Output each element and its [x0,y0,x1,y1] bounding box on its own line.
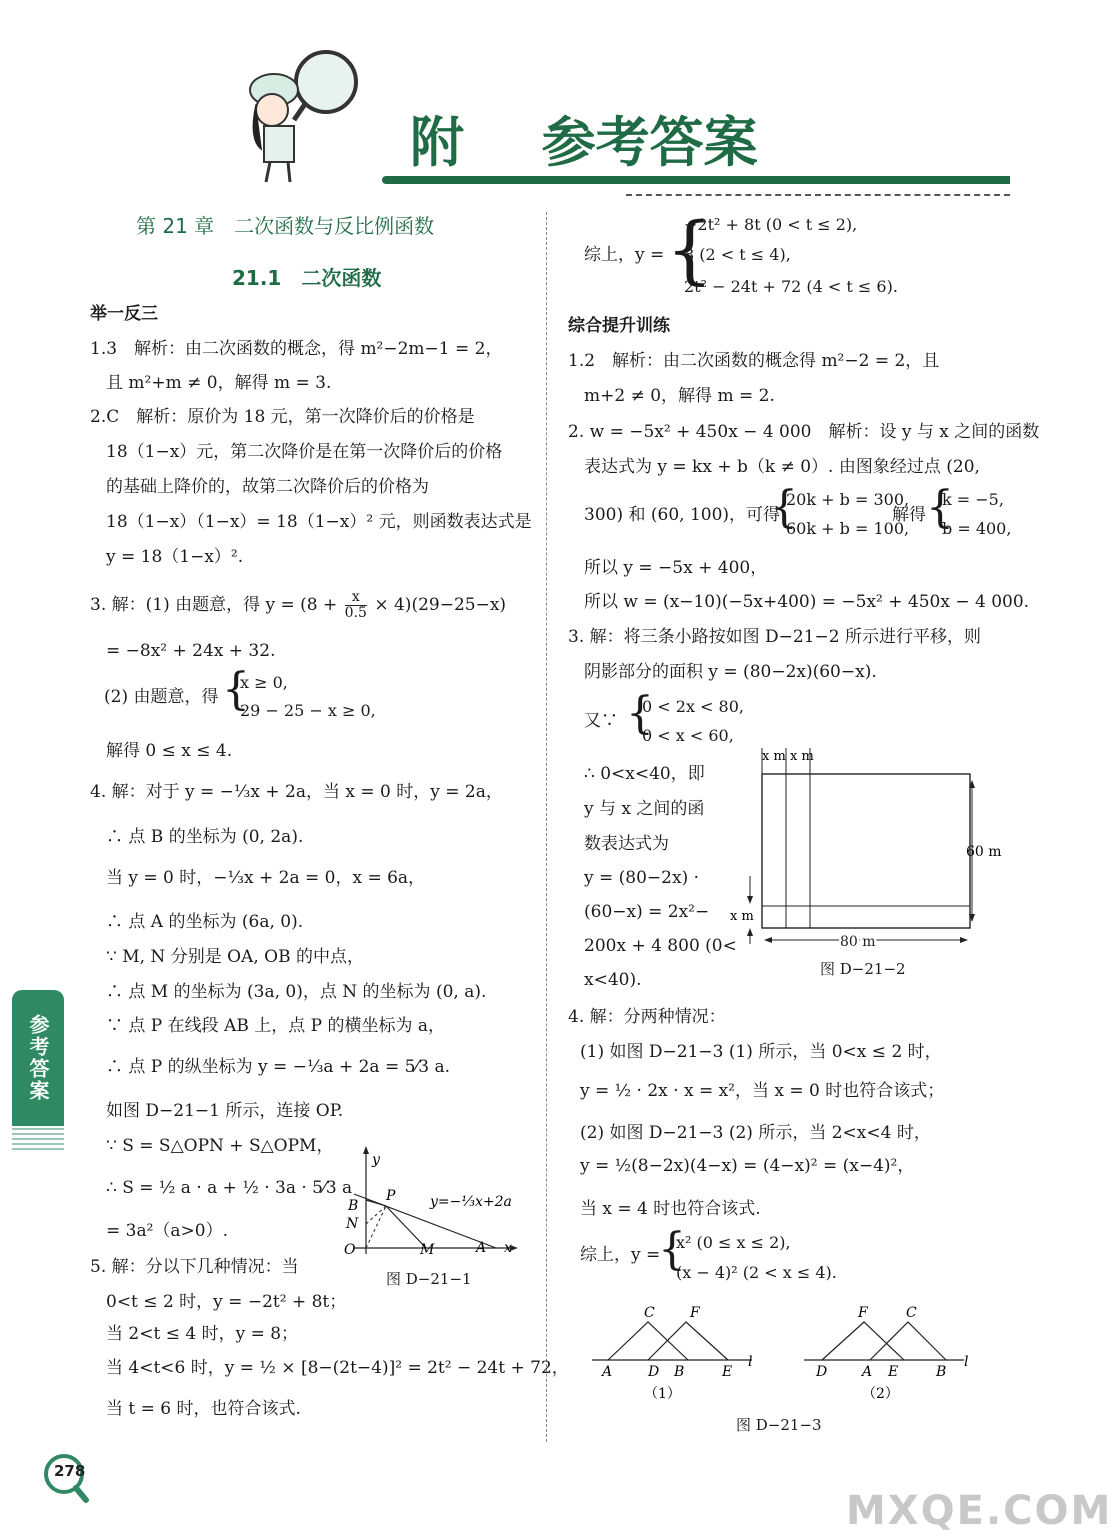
q4-line-9: 如图 D−21−1 所示，连接 OP. [106,1101,344,1121]
header-title-right: 参考答案 [541,111,758,174]
figure-d21-2 [728,744,1008,956]
r4-line-2: (1) 如图 D−21−3 (1) 所示，当 0<x ≤ 2 时， [580,1042,942,1062]
chapter-title: 第 21 章 二次函数与反比例函数 [136,214,435,238]
r2-sysA-2: 60k + b = 100, [786,519,910,538]
q5-line-3: 当 2<t ≤ 4 时，y = 8； [106,1324,299,1344]
q3-line-3: (2) 由题意，得 [104,687,219,707]
q5-line-1: 5. 解：分以下几种情况：当 [90,1257,299,1277]
q3-frac-den: 0.5 [344,605,367,621]
section-title: 21.1 二次函数 [232,266,382,290]
zonghe-heading: 综合提升训练 [568,316,670,336]
q1-line-1: 1.3 解析：由二次函数的概念，得 m²−2m−1 = 2， [90,339,503,359]
r2-sysB-2: b = 400, [942,519,1012,538]
q3-brace: { [222,664,250,715]
q4-line-1: 4. 解：对于 y = −⅓x + 2a，当 x = 0 时，y = 2a， [90,782,503,802]
q5-line-4: 当 4<t<6 时，y = ½ × [8−(2t−4)]² = 2t² − 24t + 72， [106,1358,569,1378]
r3-sys-2: 0 < x < 60, [642,726,734,745]
q3-line-1a: 3. 解：(1) 由题意，得 y = (8 + [90,595,338,615]
header-title [410,100,758,174]
r4-prefix: 综上，y = [580,1245,661,1265]
fig3-1-b: B [674,1364,685,1380]
r2-line-4: 所以 y = −5x + 400， [584,558,768,578]
page-number: 278 [54,1462,86,1480]
r3-text-3: 数表达式为 [584,834,669,854]
q3-line-1 [90,590,506,621]
q2-line-2: 18（1−x）元，第二次降价是在第一次降价后的价格 [106,442,503,462]
fig3-2-c: C [906,1305,917,1321]
fig2-top-label-1: x m [762,749,786,764]
r2-sysB-1: k = −5, [942,490,1004,509]
r4-brace: { [658,1224,686,1275]
q3-line-2: = −8x² + 24x + 32. [106,641,276,661]
r3-text-1: ∴ 0<x<40，即 [584,764,705,784]
fig2-bottom-label: 80 m [840,934,876,950]
header-dashed-rule [626,194,1010,196]
q3-frac-num: x [345,590,367,606]
side-tab [12,990,64,1126]
fig1-label-x: x [504,1240,512,1256]
r3-sys-1: 0 < 2x < 80, [642,697,744,716]
r3-text-2: y 与 x 之间的函 [584,799,705,819]
q2-line-5: y = 18（1−x）². [106,547,244,567]
summary-sys-1: −2t² + 8t (0 < t ≤ 2), [684,215,858,234]
fig1-label-b: B [348,1198,359,1214]
summary-prefix: 综上，y = [584,245,665,265]
q4-line-11: ∴ S = ½ a · a + ½ · 3a · 5⁄3 a [106,1178,353,1198]
q2-line-3: 的基础上降价的，故第二次降价后的价格为 [106,477,429,497]
q4-line-5: ∵ M, N 分别是 OA, OB 的中点， [106,947,364,967]
q2-line-1: 2.C 解析：原价为 18 元，第一次降价后的价格是 [90,407,475,427]
fig3-2-l: l [964,1354,969,1370]
fig3-1-d: D [648,1364,660,1380]
q2-line-4: 18（1−x）（1−x）= 18（1−x）² 元，则函数表达式是 [106,512,532,532]
watermark-text: MXQE.COM [846,1488,1112,1534]
r2-line-3b: 解得 [892,505,926,525]
fig1-label-y: y [372,1152,380,1168]
q3-line-4: 解得 0 ≤ x ≤ 4. [106,741,233,761]
r2-line-2: 表达式为 y = kx + b（k ≠ 0）. 由图象经过点 (20, [584,457,980,477]
r4-line-4: (2) 如图 D−21−3 (2) 所示，当 2<x<4 时， [580,1123,931,1143]
r3-text-7: x<40). [584,970,642,990]
fig3-2-b: B [936,1364,947,1380]
fig1-label-n: N [346,1216,359,1232]
r3-line-2: 阴影部分的面积 y = (80−2x)(60−x). [584,662,877,682]
q4-line-6: ∴ 点 M 的坐标为 (3a, 0)，点 N 的坐标为 (0, a). [106,982,487,1002]
fig3-2-f: F [858,1305,868,1321]
fig1-label-a: A [476,1240,487,1256]
q3-sys-2: 29 − 25 − x ≥ 0, [240,701,376,720]
r2-line-5: 所以 w = (x−10)(−5x+400) = −5x² + 450x − 4 000. [584,592,1030,612]
fig3-1-e: E [722,1364,733,1380]
r2-brace-a: { [770,482,798,533]
header-title-left: 附 [410,111,464,174]
fig1-label-o: O [344,1242,356,1258]
watermark [846,1488,1112,1534]
r2-sysA-1: 20k + b = 300, [786,490,910,509]
r4-sys-1: x² (0 ≤ x ≤ 2), [676,1233,791,1252]
q5-line-2: 0<t ≤ 2 时，y = −2t² + 8t； [106,1292,347,1312]
fig3-2-e: E [888,1364,899,1380]
summary-sys-2: 8 (2 < t ≤ 4), [684,245,791,264]
fig2-right-label: 60 m [966,844,1002,860]
header-mascot [238,40,358,188]
q4-line-10: ∵ S = S△OPN + S△OPM， [106,1136,334,1156]
juyi-heading: 举一反三 [90,304,158,324]
fig3-caption: 图 D−21−3 [736,1416,822,1434]
side-tab-label: 参考答案 [26,1014,50,1102]
fig1-label-m: M [420,1242,435,1258]
r2-line-1: 2. w = −5x² + 450x − 4 000 解析：设 y 与 x 之间的函数 [568,422,1040,442]
q1-line-2: 且 m²+m ≠ 0，解得 m = 3. [106,373,332,393]
r2-line-3a: 300) 和 (60, 100)，可得 [584,505,781,525]
header-rule [382,176,1010,184]
fig3-1-c: C [644,1305,655,1321]
r3-brace: { [626,688,654,739]
fig3-1-a: A [602,1364,613,1380]
r3-line-1: 3. 解：将三条小路按如图 D−21−2 所示进行平移，则 [568,627,981,647]
fig3-sub-1: （1） [644,1386,681,1402]
side-tab-stripes [12,1128,64,1152]
q5-line-5: 当 t = 6 时，也符合该式. [106,1399,301,1419]
fig2-caption: 图 D−21−2 [820,960,906,978]
fig3-2-d: D [816,1364,828,1380]
fig3-sub-2: （2） [862,1386,899,1402]
figure-d21-3 [586,1300,986,1410]
fig1-label-p: P [386,1188,396,1204]
r4-sys-2: (x − 4)² (2 < x ≤ 4). [676,1263,837,1282]
q3-sys-1: x ≥ 0, [240,673,288,692]
fig3-2-a: A [862,1364,873,1380]
q4-line-12: = 3a²（a>0）. [106,1221,229,1241]
q3-line-1b: × 4)(29−25−x) [374,595,507,615]
fig3-1-l: l [748,1354,753,1370]
r4-line-1: 4. 解：分两种情况： [568,1007,726,1027]
q4-line-3: 当 y = 0 时，−⅓x + 2a = 0，x = 6a， [106,868,426,888]
r2-brace-b: { [926,482,954,533]
r3-line-3a: 又∵ [584,711,618,731]
fig2-left-label: x m [730,909,754,924]
r4-line-6: 当 x = 4 时也符合该式. [580,1199,761,1219]
r1-line-1: 1.2 解析：由二次函数的概念得 m²−2 = 2，且 [568,351,940,371]
figure-d21-1 [334,1144,534,1268]
r3-text-4: y = (80−2x) · [584,868,700,888]
r4-line-3: y = ½ · 2x · x = x²，当 x = 0 时也符合该式； [580,1081,945,1101]
summary-brace: { [666,207,714,293]
mascot-icon [238,40,358,188]
q4-line-8: ∴ 点 P 的纵坐标为 y = −⅓a + 2a = 5⁄3 a. [106,1057,451,1077]
fig1-line-label: y=−⅓x+2a [430,1194,512,1210]
q4-line-2: ∴ 点 B 的坐标为 (0, 2a). [106,827,304,847]
r3-text-5: (60−x) = 2x²− [584,902,710,922]
r1-line-2: m+2 ≠ 0，解得 m = 2. [584,386,775,406]
fig2-top-label-2: x m [790,749,814,764]
fig1-caption: 图 D−21−1 [386,1270,472,1288]
r4-line-5: y = ½(8−2x)(4−x) = (4−x)² = (x−4)²， [580,1156,915,1176]
r3-text-6: 200x + 4 800 (0< [584,936,737,956]
q4-line-4: ∴ 点 A 的坐标为 (6a, 0). [106,912,304,932]
q4-line-7: ∵ 点 P 在线段 AB 上，点 P 的横坐标为 a， [106,1016,446,1036]
column-divider [546,212,547,1442]
summary-sys-3: 2t² − 24t + 72 (4 < t ≤ 6). [684,277,898,296]
fig3-1-f: F [690,1305,700,1321]
